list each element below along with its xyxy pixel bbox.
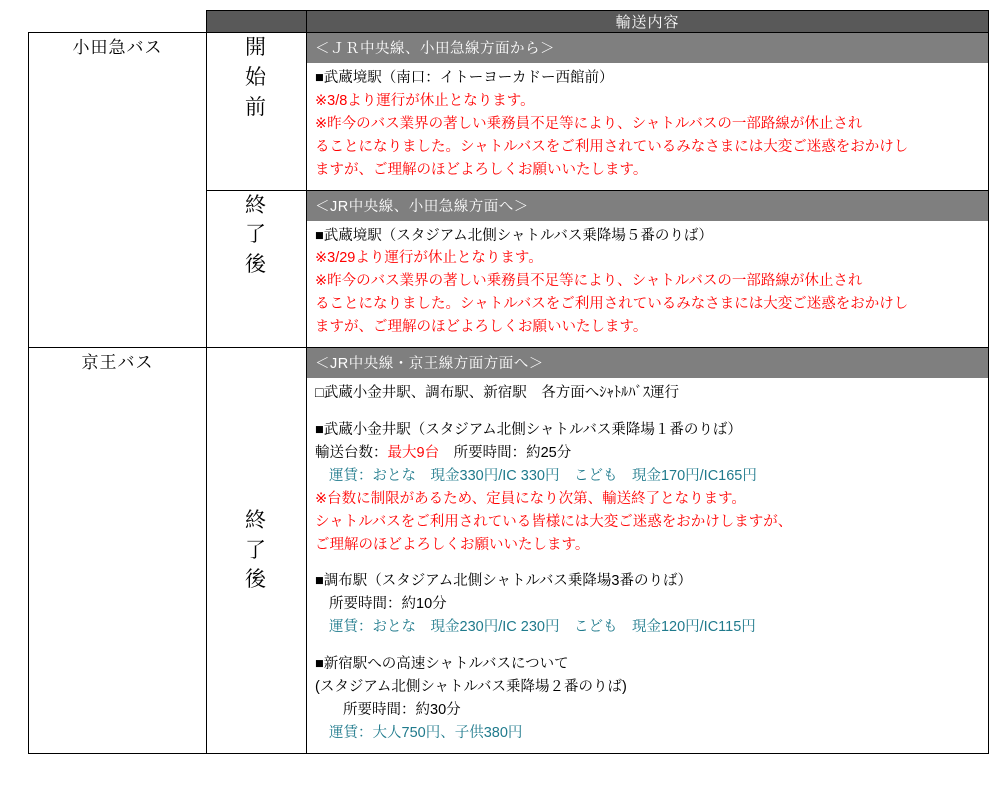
- line-spacer: [315, 405, 980, 419]
- body-line: ※昨今のバス業界の著しい乗務員不足等により、シャトルバスの一部路線が休止され: [315, 273, 863, 290]
- phase-text: 終了後: [245, 193, 268, 277]
- body-line: ■武蔵境駅（スタジアム北側シャトルバス乗降場５番のりば）: [315, 227, 713, 244]
- body-line: ることになりました。シャトルバスをご利用されているみなさまには大変ご迷惑をおかけし: [315, 296, 909, 313]
- phase-label-keio-after: [207, 348, 307, 754]
- body-line: ※昨今のバス業界の著しい乗務員不足等により、シャトルバスの一部路線が休止され: [315, 115, 863, 132]
- body-line: ※3/29より運行が休止となります。: [315, 250, 543, 267]
- body-line: 所要時間：約10分: [329, 596, 447, 613]
- phase-text: 終了後: [245, 508, 268, 592]
- section-band: ＜ＪＲ中央線、小田急線方面から＞: [307, 33, 988, 63]
- body-line: ※3/8より運行が休止となります。: [315, 92, 535, 109]
- phase-text: 開始前: [245, 36, 268, 119]
- section-body: [307, 378, 988, 753]
- line-spacer: [315, 639, 980, 653]
- phase-label-odakyu-after: [207, 190, 307, 348]
- header-blank-phase: [207, 11, 307, 33]
- table-row: [29, 33, 989, 191]
- body-line: ることになりました。シャトルバスをご利用されているみなさまには大変ご迷惑をおかけし: [315, 138, 909, 155]
- table-row: [29, 348, 989, 754]
- content-odakyu-before: [307, 33, 989, 191]
- section-body: [307, 63, 988, 190]
- body-line: ますが、ご理解のほどよろしくお願いいたします。: [315, 161, 648, 178]
- body-line-fare: 運賃：おとな 現金230円/IC 230円 こども 現金120円/IC115円: [329, 619, 756, 636]
- body-line: シャトルバスをご利用されている皆様には大変ご迷惑をおかけしますが、: [315, 513, 793, 530]
- section-band: ＜JR中央線、小田急線方面へ＞: [307, 191, 988, 221]
- line-spacer: [315, 556, 980, 570]
- body-line: ■新宿駅への高速シャトルバスについて: [315, 656, 569, 673]
- operator-name-odakyu: 小田急バス: [29, 33, 207, 348]
- body-line: (スタジアム北側シャトルバス乗降場２番のりば): [315, 679, 627, 696]
- section-body: [307, 221, 988, 348]
- body-line: ■調布駅（スタジアム北側シャトルバス乗降場3番のりば）: [315, 573, 692, 590]
- bus-count-max: 最大9台: [387, 444, 440, 461]
- body-line: 所要時間：約30分: [343, 701, 461, 718]
- body-line: ご理解のほどよろしくお願いいたします。: [315, 536, 590, 553]
- body-line-fare: 運賃：大人750円、子供380円: [329, 724, 523, 741]
- table-header-row: [29, 11, 989, 33]
- bus-count-prefix: 輸送台数：: [315, 444, 388, 461]
- content-keio-after: [307, 348, 989, 754]
- phase-label-odakyu-before: [207, 33, 307, 191]
- body-line: ■武蔵境駅（南口：イトーヨーカドー西館前）: [315, 70, 614, 86]
- bus-count-suffix: 所要時間：約25分: [439, 444, 572, 461]
- body-line-fare: 運賃：おとな 現金330円/IC 330円 こども 現金170円/IC165円: [329, 467, 757, 484]
- body-line: ■武蔵小金井駅（スタジアム北側シャトルバス乗降場１番のりば）: [315, 421, 742, 438]
- body-line: □武蔵小金井駅、調布駅、新宿駅 各方面へｼｬﾄﾙﾊﾞｽ運行: [315, 385, 680, 402]
- body-line: ※台数に制限があるため、定員になり次第、輸送終了となります。: [315, 490, 746, 507]
- header-content-title: 輸送内容: [307, 11, 989, 33]
- section-band: ＜JR中央線・京王線方面方面へ＞: [307, 348, 988, 378]
- operator-name-keio: 京王バス: [29, 348, 207, 754]
- body-line: ますが、ご理解のほどよろしくお願いいたします。: [315, 319, 648, 336]
- shuttle-bus-table: [28, 10, 989, 754]
- content-odakyu-after: [307, 190, 989, 348]
- body-line-bus-count: [315, 442, 980, 465]
- header-blank-operator: [29, 11, 207, 33]
